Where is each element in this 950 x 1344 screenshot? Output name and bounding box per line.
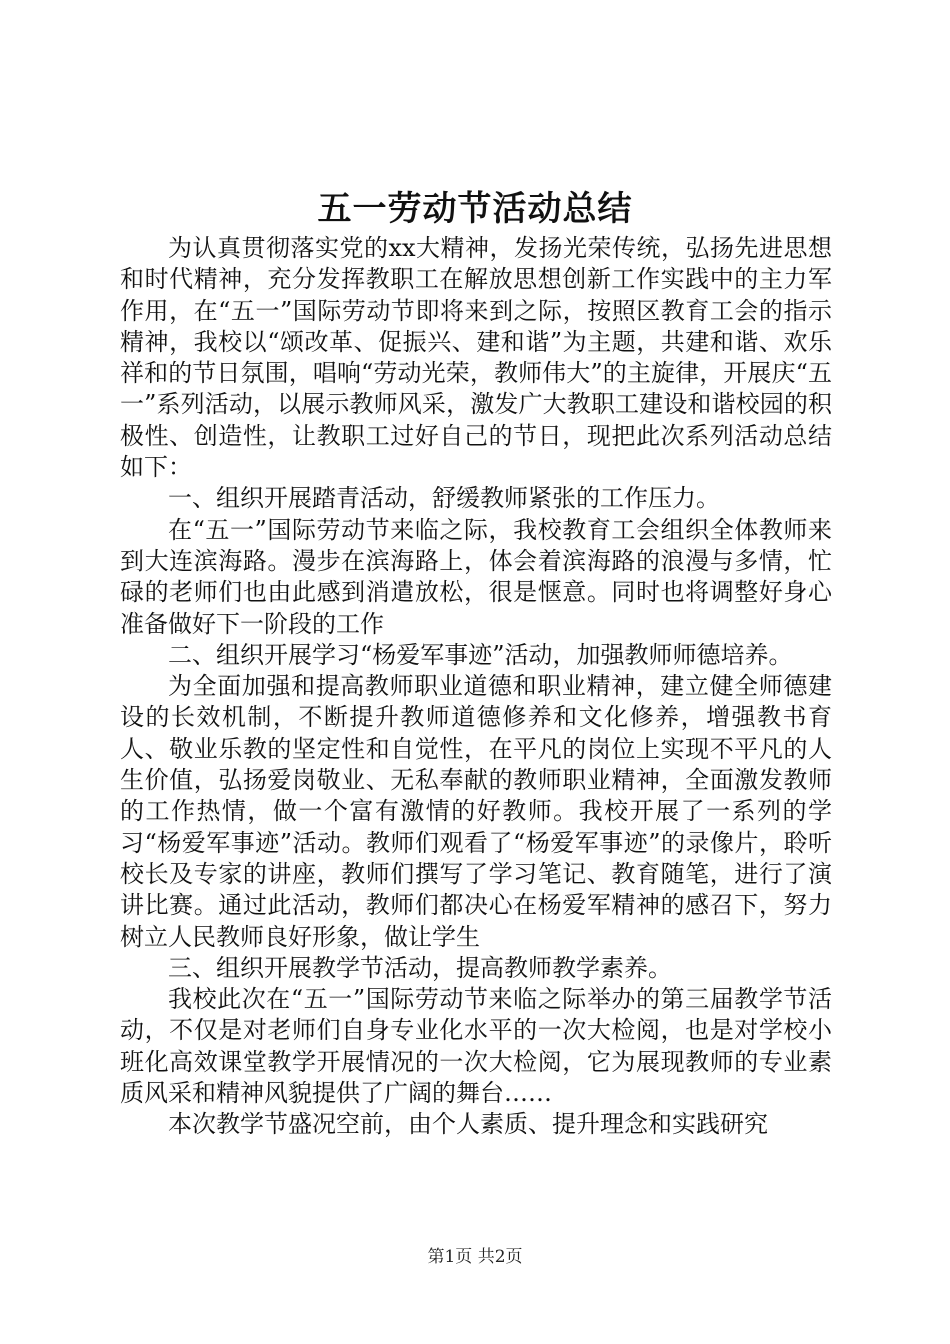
page-number-footer: 第1页 共2页 [427,1247,523,1267]
section-heading-2: 二、组织开展学习“杨爱军事迹”活动，加强教师师德培养。 [168,640,793,669]
document-body [120,233,832,1141]
paragraph-section-2: 为全面加强和提高教师职业道德和职业精神，建立健全师德建设的长效机制，不断提升教师道德修养和文化修养，增强教书育人、敬业乐教的坚定性和自觉性，在平凡的岗位上实现不平凡的人生价值，弘扬爱岗敬业、无私奉献的教师职业精神，全面激发教师的工作热情，做一个富有激情的好教师。我校开展了一系列的学习“杨爱军事迹”活动。教师们观看了“杨爱军事迹”的录像片，聆听校长及专家的讲座，教师们撰写了学习笔记、教育随笔，进行了演讲比赛。通过此活动，教师们都决心在杨爱军精神的感召下，努力树立人民教师良好形象，做让学生 [120,672,832,951]
paragraph-section-3-continued: 本次教学节盛况空前，由个人素质、提升理念和实践研究 [168,1110,768,1139]
section-heading-1: 一、组织开展踏青活动，舒缓教师紧张的工作压力。 [168,484,720,513]
document-title: 五一劳动节活动总结 [317,189,633,229]
paragraph-section-3: 我校此次在“五一”国际劳动节来临之际举办的第三届教学节活动，不仅是对老师们自身专业化水平的一次大检阅，也是对学校小班化高效课堂教学开展情况的一次大检阅，它为展现教师的专业素质风采和精神风貌提供了广阔的舞台…… [120,985,832,1108]
paragraph-section-1: 在“五一”国际劳动节来临之际，我校教育工会组织全体教师来到大连滨海路。漫步在滨海路上，体会着滨海路的浪漫与多情，忙碌的老师们也由此感到消遣放松，很是惬意。同时也将调整好身心准备做好下一阶段的工作 [120,515,832,638]
paragraph-intro: 为认真贯彻落实党的xx大精神，发扬光荣传统，弘扬先进思想和时代精神，充分发挥教职工在解放思想创新工作实践中的主力军作用，在“五一”国际劳动节即将来到之际，按照区教育工会的指示精神，我校以“颂改革、促振兴、建和谐”为主题，共建和谐、欢乐祥和的节日氛围，唱响“劳动光荣，教师伟大”的主旋律，开展庆“五一”系列活动，以展示教师风采，激发广大教职工建设和谐校园的积极性、创造性，让教职工过好自己的节日，现把此次系列活动总结如下： [120,234,832,482]
section-heading-3: 三、组织开展教学节活动，提高教师教学素养。 [168,953,672,982]
